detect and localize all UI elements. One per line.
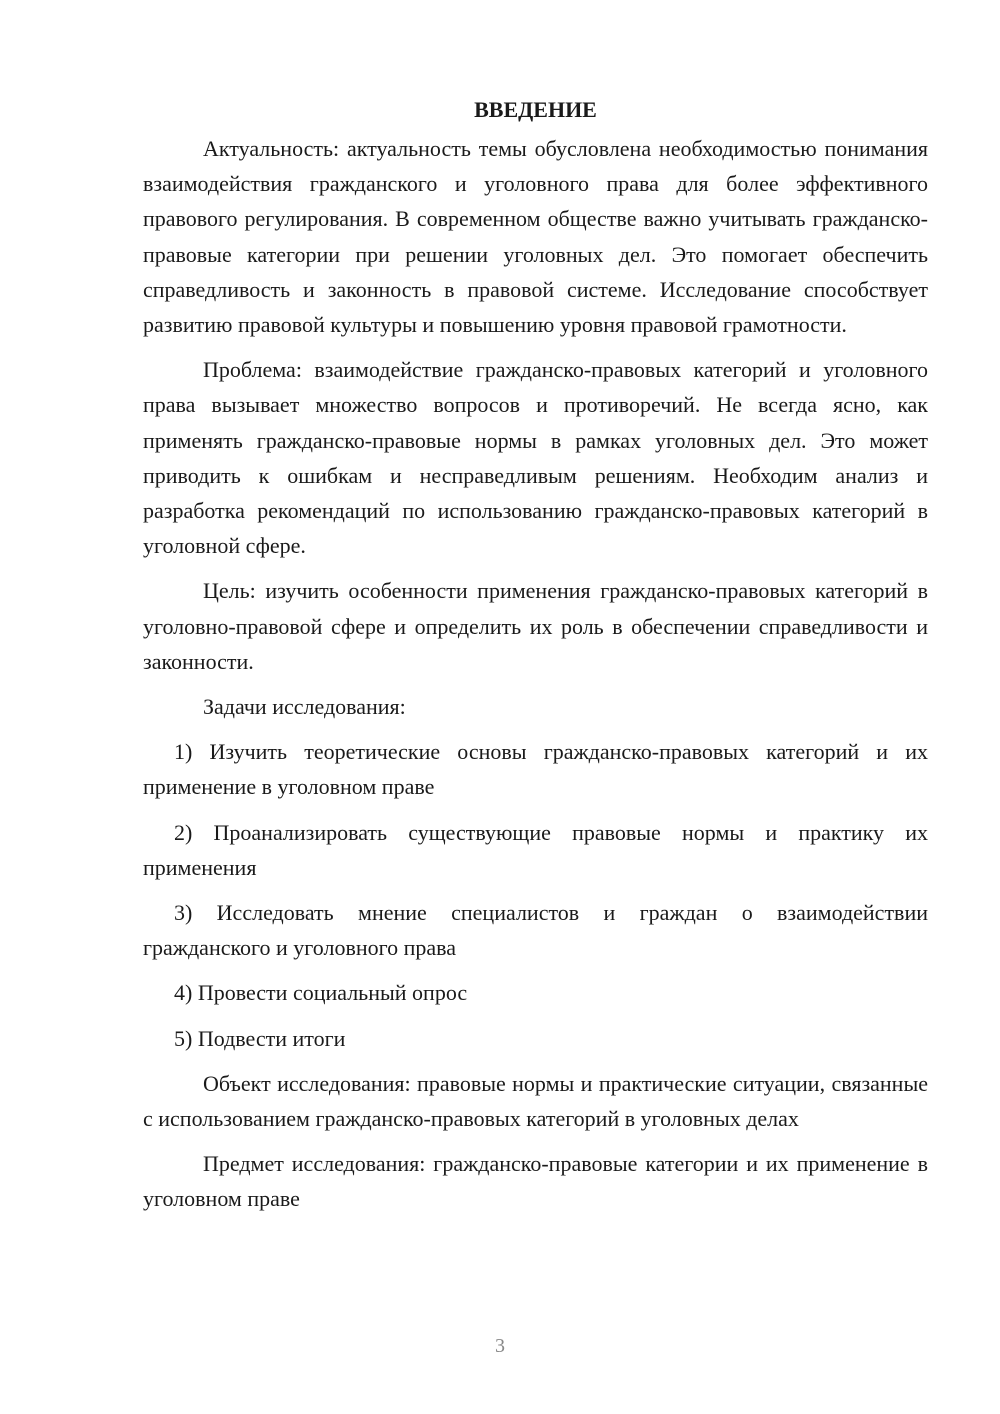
object-paragraph: Объект исследования: правовые нормы и практические ситуации, связанные с использованием гражданско-правовых категорий в уголовных делах bbox=[143, 1070, 928, 1132]
task-item: 4) Провести социальный опрос bbox=[174, 980, 468, 1006]
tasks-list bbox=[143, 734, 928, 1056]
problem-paragraph: Проблема: взаимодействие гражданско-правовых категорий и уголовного права вызывает множество вопросов и противоречий. Не всегда ясно, как применять гражданско-правовые нормы в рамках уголовных дел. Это может приводить к ошибкам и несправедливым решениям. Необходим анализ и разработка рекомендаций по использованию гражданско-правовых категорий в уголовной сфере. bbox=[143, 357, 928, 559]
tasks-label: Задачи исследования: bbox=[203, 694, 406, 720]
subject-paragraph: Предмет исследования: гражданско-правовые категории и их применение в уголовном праве bbox=[143, 1151, 928, 1212]
page-number: 3 bbox=[495, 1335, 505, 1357]
document-page bbox=[143, 92, 928, 1227]
task-item: 5) Подвести итоги bbox=[174, 1025, 346, 1051]
goal-paragraph: Цель: изучить особенности применения гражданско-правовых категорий в уголовно-правовой сфере и определить их роль в обеспечении справедливости и законности. bbox=[143, 578, 928, 674]
task-item: 1) Изучить теоретические основы гражданско-правовых категорий и их применение в уголовном праве bbox=[143, 739, 928, 800]
relevance-paragraph: Актуальность: актуальность темы обусловлена необходимостью понимания взаимодействия гражданского и уголовного права для более эффективного правового регулирования. В современном обществе важно учитывать гражданско-правовые категории при решении уголовных дел. Это помогает обеспечить справедливость и законность в правовой системе. Исследование способствует развитию правовой культуры и повышению уровня правовой грамотности. bbox=[143, 136, 928, 338]
page-title: ВВЕДЕНИЕ bbox=[474, 97, 597, 122]
task-item: 3) Исследовать мнение специалистов и граждан о взаимодействии гражданского и уголовного права bbox=[143, 900, 928, 961]
task-item: 2) Проанализировать существующие правовые нормы и практику их применения bbox=[143, 819, 928, 880]
